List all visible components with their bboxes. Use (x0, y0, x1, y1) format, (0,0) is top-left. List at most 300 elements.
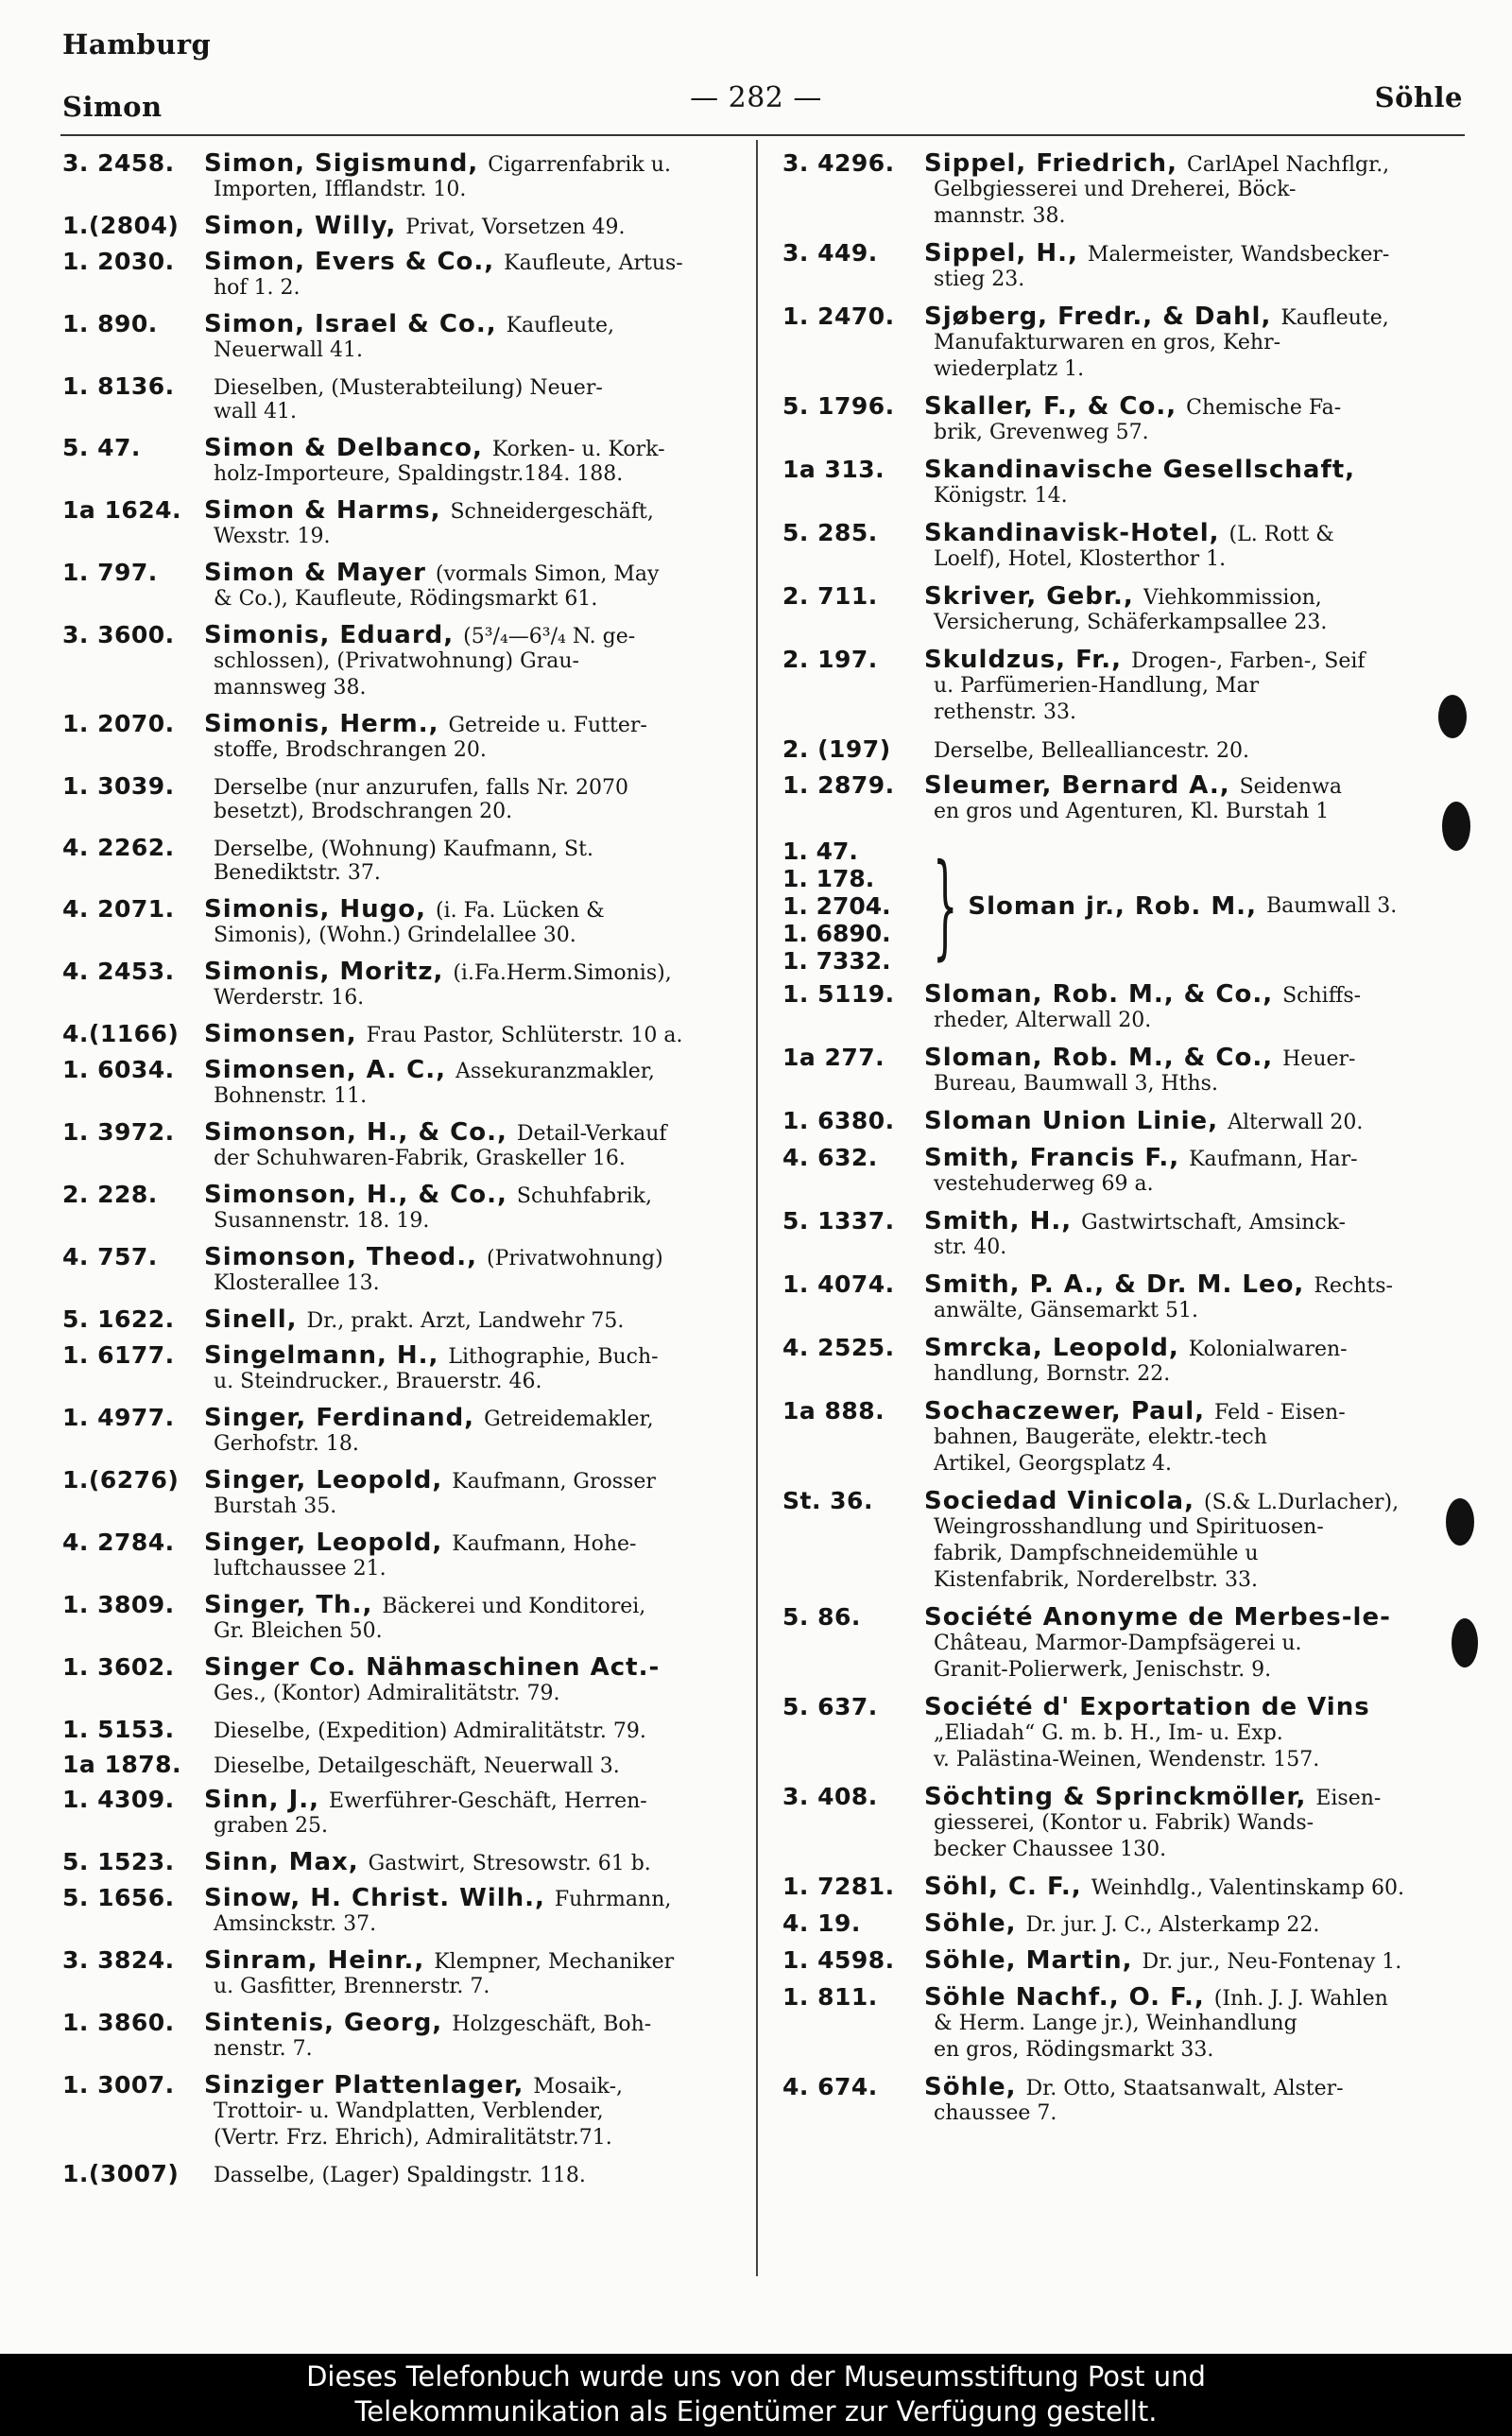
entry-description: Schuhfabrik, (516, 1184, 652, 1208)
entry-continuation: anwälte, Gänsemarkt 51. (934, 1299, 1198, 1322)
entry-continuation: Benediktstr. 37. (214, 861, 381, 885)
ink-blot (1438, 695, 1467, 738)
entry-name: Simonson, Theod., (204, 1243, 477, 1271)
entry-description: Kaufleute, (1280, 306, 1389, 330)
entry-continuation: Manufakturwaren en gros, Kehr- (934, 331, 1281, 354)
entry-continuation: handlung, Bornstr. 22. (934, 1362, 1171, 1386)
curly-brace-icon: } (932, 839, 958, 972)
entry-name: Simonsen, A. C., (204, 1056, 447, 1084)
entry-phone-code: 1. 4977. (62, 1404, 175, 1431)
entry-description: (Inh. J. J. Wahlen (1213, 1987, 1388, 2011)
entry-name: Singer Co. Nähmaschinen Act.- (204, 1653, 661, 1682)
header-range-start: Simon (62, 91, 163, 123)
entry-name: Söhle, Martin, (924, 1946, 1133, 1975)
entry-description: (5³/₄—6³/₄ N. ge- (463, 625, 636, 648)
entry-phone-code: 1. 3602. (62, 1653, 175, 1681)
entry-phone-code: 4. 2262. (62, 834, 175, 861)
directory-entry (782, 646, 1465, 727)
entry-phone-code: 1. 3809. (62, 1591, 175, 1618)
entry-name: Simon & Delbanco, (204, 434, 483, 462)
entry-continuation: „Eliadah“ G. m. b. H., Im- u. Exp. (934, 1721, 1283, 1745)
entry-phone-code: 1. 2070. (62, 710, 175, 737)
entry-name: Skuldzus, Fr., (924, 646, 1123, 674)
entry-name: Smith, P. A., & Dr. M. Leo, (924, 1270, 1305, 1299)
entry-description: Dr. jur., Neu-Fontenay 1. (1142, 1950, 1402, 1974)
entry-name: Sloman, Rob. M., & Co., (924, 1044, 1274, 1072)
entry-name: Singer, Th., (204, 1591, 373, 1619)
entry-continuation: besetzt), Brodschrangen 20. (214, 800, 513, 823)
entry-phone-code: 1.(6276) (62, 1466, 180, 1494)
entry-phone-code: 1. 4598. (782, 1946, 895, 1974)
entry-continuation: Bureau, Baumwall 3, Hths. (934, 1072, 1218, 1096)
entry-description: Dasselbe, (Lager) Spaldingstr. 118. (214, 2164, 586, 2187)
entry-description: Fuhrmann, (554, 1888, 672, 1911)
entry-name: Simonis, Herm., (204, 710, 439, 738)
entry-name: Sinziger Plattenlager, (204, 2071, 524, 2099)
header-city: Hamburg (62, 28, 212, 60)
entry-continuation: Bohnenstr. 11. (214, 1084, 368, 1108)
entry-phone-code: 4. 757. (62, 1243, 158, 1270)
entry-description: Kaufleute, Artus- (504, 251, 683, 275)
entry-continuation: Gelbgiesserei und Dreherei, Böck- (934, 178, 1297, 201)
entry-phone-code: 1. 2879. (782, 771, 895, 799)
entry-continuation: rheder, Alterwall 20. (934, 1009, 1152, 1032)
entry-name: Simon, Willy, (204, 212, 397, 240)
entry-phone-code: 4. 2525. (782, 1334, 895, 1361)
entry-description: Schiffs- (1282, 984, 1362, 1008)
entry-name: Société d' Exportation de Vins (924, 1693, 1370, 1721)
entry-phone-code: 5. 637. (782, 1693, 878, 1720)
entry-phone-code: 1a 1878. (62, 1751, 182, 1778)
directory-entry (62, 149, 764, 204)
entry-description: Kaufmann, Grosser (452, 1470, 656, 1494)
entry-name: Söhle, (924, 1909, 1017, 1938)
entry-phone-code: 1. 3860. (62, 2009, 175, 2036)
entry-phone-code: 3. 408. (782, 1783, 878, 1810)
entry-continuation: stieg 23. (934, 268, 1025, 291)
directory-entry (62, 434, 764, 489)
brace-code: 1. 178. (782, 865, 875, 892)
entry-name: Sinow, H. Christ. Wilh., (204, 1884, 545, 1912)
page-number: — 282 — (690, 81, 822, 114)
entry-description: Derselbe, Bellealliancestr. 20. (934, 739, 1249, 763)
entry-continuation: Artikel, Georgsplatz 4. (934, 1452, 1173, 1476)
directory-entry (62, 1020, 764, 1048)
entry-phone-code: 1. 6380. (782, 1107, 895, 1134)
entry-phone-code: 1. 5119. (782, 980, 895, 1008)
directory-entry (782, 1983, 1465, 2065)
entry-phone-code: 4. 2784. (62, 1529, 175, 1556)
entry-description: Kaufmann, Har- (1189, 1148, 1358, 1171)
entry-continuation: Granit-Polierwerk, Jenischstr. 9. (934, 1658, 1272, 1682)
entry-phone-code: 1. 811. (782, 1983, 878, 2011)
entry-description: (Privatwohnung) (486, 1247, 663, 1270)
entry-phone-code: 1. 4309. (62, 1786, 175, 1813)
entry-continuation: fabrik, Dampfschneidemühle u (934, 1542, 1259, 1565)
entry-continuation: becker Chaussee 130. (934, 1838, 1167, 1861)
right-column-lower (782, 980, 1465, 2128)
entry-phone-code: 1. 797. (62, 559, 158, 586)
directory-entry (62, 1243, 764, 1298)
entry-description: Klempner, Mechaniker (434, 1950, 675, 1974)
entry-phone-code: 4. 674. (782, 2073, 878, 2100)
entry-continuation: u. Parfümerien-Handlung, Mar (934, 674, 1260, 698)
entry-name: Skandinavische Gesellschaft, (924, 456, 1356, 484)
entry-description: Assekuranzmakler, (455, 1060, 655, 1083)
entry-description: (i. Fa. Lücken & (436, 899, 605, 923)
entry-phone-code: 1. 7281. (782, 1873, 895, 1900)
entry-phone-code: 1. 2470. (782, 302, 895, 330)
entry-description: Holzgeschäft, Boh- (452, 2013, 652, 2036)
entry-description: Bäckerei und Konditorei, (382, 1595, 646, 1618)
directory-entry (62, 2009, 764, 2064)
footer-line-2: Telekommunikation als Eigentümer zur Verfügung gestellt. (354, 2395, 1158, 2427)
entry-phone-code: 1. 4074. (782, 1270, 895, 1298)
directory-entry (782, 149, 1465, 231)
entry-name: Sloman Union Linie, (924, 1107, 1219, 1135)
entry-continuation: rethenstr. 33. (934, 700, 1076, 724)
directory-entry (782, 1107, 1465, 1135)
left-column (62, 149, 764, 2195)
entry-continuation: Amsinckstr. 37. (214, 1912, 377, 1936)
entry-continuation: brik, Grevenweg 57. (934, 421, 1149, 444)
entry-continuation: Importen, Ifflandstr. 10. (214, 178, 467, 201)
entry-name: Sjøberg, Fredr., & Dahl, (924, 302, 1272, 331)
entry-continuation: giesserei, (Kontor u. Fabrik) Wands- (934, 1811, 1314, 1835)
entry-continuation: Wexstr. 19. (214, 525, 331, 548)
entry-continuation: & Herm. Lange jr.), Weinhandlung (934, 2012, 1297, 2035)
entry-name: Simonis, Moritz, (204, 958, 444, 986)
directory-entry (782, 1946, 1465, 1975)
entry-continuation: nenstr. 7. (214, 2037, 313, 2061)
entry-continuation: der Schuhwaren-Fabrik, Graskeller 16. (214, 1147, 626, 1170)
directory-entry (62, 496, 764, 551)
entry-continuation: bahnen, Baugeräte, elektr.-tech (934, 1425, 1267, 1449)
entry-description: Dr., prakt. Arzt, Landwehr 75. (306, 1309, 625, 1333)
entry-phone-code: 1. 3039. (62, 772, 175, 800)
directory-entry (782, 1603, 1465, 1684)
footer-line-1: Dieses Telefonbuch wurde uns von der Museumsstiftung Post und (306, 2360, 1206, 2393)
entry-name: Simon & Mayer (204, 559, 426, 587)
entry-continuation: en gros und Agenturen, Kl. Burstah 1 (934, 800, 1330, 823)
entry-description: Weinhdlg., Valentinskamp 60. (1091, 1876, 1404, 1900)
entry-phone-code: 1.(3007) (62, 2160, 180, 2187)
ink-blot (1446, 1498, 1474, 1546)
ink-blot (1452, 1618, 1478, 1667)
entry-description: Seidenwa (1239, 775, 1342, 799)
entry-description: Drogen-, Farben-, Seif (1131, 649, 1366, 673)
entry-phone-code: 5. 86. (782, 1603, 861, 1631)
entry-continuation: & Co.), Kaufleute, Rödingsmarkt 61. (214, 587, 598, 611)
entry-description: Cigarrenfabrik u. (488, 153, 671, 177)
entry-continuation: Simonis), (Wohn.) Grindelallee 30. (214, 924, 576, 947)
entry-continuation: Burstah 35. (214, 1494, 337, 1518)
directory-entry (62, 1751, 764, 1778)
entry-phone-code: 3. 3600. (62, 621, 175, 648)
entry-description: Dieselben, (Musterabteilung) Neuer- (214, 376, 603, 400)
entry-continuation: wiederplatz 1. (934, 357, 1085, 381)
entry-name: Sippel, Friedrich, (924, 149, 1177, 178)
entry-name: Sloman, Rob. M., & Co., (924, 980, 1274, 1009)
entry-continuation: Château, Marmor-Dampfsägerei u. (934, 1632, 1302, 1655)
entry-phone-code: 1. 5153. (62, 1716, 175, 1743)
entry-continuation: Ges., (Kontor) Admiralitätstr. 79. (214, 1682, 560, 1705)
entry-phone-code: 3. 2458. (62, 149, 175, 177)
right-column-upper (782, 149, 1465, 826)
entry-name: Sociedad Vinicola, (924, 1487, 1194, 1515)
entry-continuation: (Vertr. Frz. Ehrich), Admiralitätstr.71. (214, 2126, 612, 2150)
directory-entry (62, 372, 764, 426)
entry-phone-code: 1.(2804) (62, 212, 180, 239)
entry-name: Smrcka, Leopold, (924, 1334, 1179, 1362)
directory-entry (62, 1404, 764, 1459)
header-range-end: Söhle (1374, 81, 1463, 113)
entry-name: Singelmann, H., (204, 1341, 439, 1370)
entry-name: Singer, Leopold, (204, 1529, 443, 1557)
directory-entry (782, 392, 1465, 447)
entry-continuation: luftchaussee 21. (214, 1557, 387, 1581)
directory-entry (782, 1270, 1465, 1325)
directory-entry (782, 302, 1465, 384)
entry-name: Sinn, Max, (204, 1848, 359, 1876)
entry-phone-code: 5. 1622. (62, 1305, 175, 1333)
directory-entry (62, 1118, 764, 1173)
entry-phone-code: 1a 1624. (62, 496, 182, 524)
entry-description: Schneidergeschäft, (450, 500, 654, 524)
entry-description: Alterwall 20. (1228, 1111, 1364, 1134)
entry-continuation: u. Gasfitter, Brennerstr. 7. (214, 1975, 490, 1998)
entry-phone-code: 5. 1796. (782, 392, 895, 420)
entry-description: Dr. jur. J. C., Alsterkamp 22. (1025, 1913, 1320, 1937)
entry-description: Chemische Fa- (1186, 396, 1342, 420)
entry-phone-code: 1. 6177. (62, 1341, 175, 1369)
directory-entry (62, 1786, 764, 1840)
entry-name: Smith, Francis F., (924, 1144, 1180, 1172)
directory-entry (782, 1693, 1465, 1774)
entry-description: (i.Fa.Herm.Simonis), (453, 961, 672, 985)
entry-name: Simonsen, (204, 1020, 357, 1048)
entry-phone-code: 1a 277. (782, 1044, 885, 1071)
entry-description: CarlApel Nachflgr., (1186, 153, 1390, 177)
entry-continuation: Neuerwall 41. (214, 338, 363, 362)
entry-phone-code: 2. 197. (782, 646, 878, 673)
entry-continuation: Weingrosshandlung und Spirituosen- (934, 1515, 1324, 1539)
entry-continuation: v. Palästina-Weinen, Wendenstr. 157. (934, 1748, 1320, 1771)
directory-entry (62, 1529, 764, 1583)
entry-name: Sintenis, Georg, (204, 2009, 443, 2037)
entry-phone-code: 5. 1337. (782, 1207, 895, 1235)
brace-code: 1. 6890. (782, 920, 891, 947)
directory-entry (62, 834, 764, 888)
entry-phone-code: 1. 3007. (62, 2071, 175, 2099)
entry-description: (vormals Simon, May (435, 562, 660, 586)
entry-continuation: schlossen), (Privatwohnung) Grau- (214, 649, 579, 673)
entry-phone-code: 1. 890. (62, 310, 158, 337)
entry-name: Simonson, H., & Co., (204, 1181, 507, 1209)
directory-entry (782, 1144, 1465, 1199)
directory-entry (62, 1653, 764, 1708)
right-column (782, 149, 1465, 2136)
entry-phone-code: 2. 711. (782, 582, 878, 610)
entry-continuation: Loelf), Hotel, Klosterthor 1. (934, 547, 1227, 571)
entry-continuation: Kistenfabrik, Norderelbstr. 33. (934, 1568, 1258, 1592)
entry-description: Detail-Verkauf (516, 1122, 667, 1146)
entry-description: Dieselbe, (Expedition) Admiralitätstr. 79. (214, 1719, 646, 1743)
entry-phone-code: 1a 888. (782, 1397, 885, 1425)
entry-phone-code: 3. 449. (782, 239, 878, 267)
entry-continuation: holz-Importeure, Spaldingstr.184. 188. (214, 462, 624, 486)
entry-name: Simonis, Hugo, (204, 895, 427, 924)
entry-description: (S.& L.Durlacher), (1203, 1491, 1400, 1514)
entry-name: Singer, Leopold, (204, 1466, 443, 1494)
directory-entry (62, 212, 764, 240)
directory-entry (782, 1487, 1465, 1595)
entry-description: Dr. Otto, Staatsanwalt, Alster- (1025, 2077, 1344, 2100)
brace-entry-group (782, 838, 1465, 975)
entry-description: Frau Pastor, Schlüterstr. 10 a. (366, 1024, 683, 1047)
entry-description: Viehkommission, (1143, 586, 1322, 610)
directory-entry (62, 1716, 764, 1743)
entry-continuation: Gr. Bleichen 50. (214, 1619, 383, 1643)
directory-entry (62, 1946, 764, 2001)
entry-name: Söhle Nachf., O. F., (924, 1983, 1205, 2012)
directory-entry (62, 1884, 764, 1939)
entry-name: Sinram, Heinr., (204, 1946, 425, 1975)
entry-continuation: Gerhofstr. 18. (214, 1432, 359, 1456)
entry-description: Mosaik-, (533, 2075, 623, 2099)
entry-description: Ewerführer-Geschäft, Herren- (329, 1789, 647, 1813)
directory-entry (62, 1181, 764, 1235)
entry-phone-code: 5. 285. (782, 519, 878, 546)
directory-entry (62, 2071, 764, 2152)
entry-continuation: chaussee 7. (934, 2101, 1057, 2125)
entry-continuation: Versicherung, Schäferkampsallee 23. (934, 611, 1328, 634)
brace-codes (782, 838, 924, 975)
entry-name: Simon, Sigismund, (204, 149, 479, 178)
entry-phone-code: 1. 2030. (62, 248, 175, 275)
directory-entry (782, 239, 1465, 294)
entry-phone-code: 2. (197) (782, 735, 891, 763)
entry-description: Gastwirtschaft, Amsinck- (1081, 1211, 1346, 1235)
entry-name: Söhl, C. F., (924, 1873, 1082, 1901)
entry-description: Kaufleute, (506, 314, 615, 337)
directory-entry (782, 2073, 1465, 2128)
entry-name: Sochaczewer, Paul, (924, 1397, 1206, 1425)
entry-description: Kaufmann, Hohe- (452, 1532, 637, 1556)
entry-description: Derselbe, (Wohnung) Kaufmann, St. (214, 838, 593, 861)
entry-continuation: str. 40. (934, 1235, 1007, 1259)
directory-entry (782, 771, 1465, 826)
entry-description: Malermeister, Wandsbecker- (1087, 243, 1390, 267)
directory-entry (782, 1909, 1465, 1938)
entry-description: Korken- u. Kork- (491, 438, 665, 461)
entry-phone-code: 4. 2453. (62, 958, 175, 985)
entry-name: Simonis, Eduard, (204, 621, 455, 649)
entry-description: Getreide u. Futter- (448, 714, 647, 737)
directory-entry (62, 1848, 764, 1876)
directory-entry (62, 895, 764, 950)
entry-phone-code: 5. 1523. (62, 1848, 175, 1875)
ink-blot (1442, 802, 1470, 851)
entry-continuation: en gros, Rödingsmarkt 33. (934, 2038, 1214, 2062)
directory-entry (782, 456, 1465, 510)
entry-description: Gastwirt, Stresowstr. 61 b. (368, 1852, 651, 1875)
directory-entry (62, 710, 764, 765)
entry-name: Sinell, (204, 1305, 298, 1334)
directory-entry (782, 582, 1465, 637)
entry-phone-code: 3. 3824. (62, 1946, 175, 1974)
entry-phone-code: 4. 2071. (62, 895, 175, 923)
entry-phone-code: 3. 4296. (782, 149, 895, 177)
directory-entry (62, 1305, 764, 1334)
entry-name: Söhle, (924, 2073, 1017, 2101)
entry-continuation: mannsweg 38. (214, 676, 367, 700)
entry-description: Feld - Eisen- (1214, 1401, 1346, 1425)
directory-entry (62, 958, 764, 1012)
directory-entry (62, 1591, 764, 1646)
entry-continuation: wall 41. (214, 400, 297, 423)
entry-description: Rechts- (1314, 1274, 1393, 1298)
entry-description: Heuer- (1282, 1047, 1356, 1071)
entry-name: Simon, Evers & Co., (204, 248, 495, 276)
entry-name: Sleumer, Bernard A., (924, 771, 1230, 800)
directory-entry (782, 1783, 1465, 1864)
entry-phone-code: 5. 1656. (62, 1884, 175, 1911)
entry-continuation: u. Steindrucker., Brauerstr. 46. (214, 1370, 542, 1393)
directory-entry (782, 1207, 1465, 1262)
brace-code: 1. 7332. (782, 947, 891, 975)
entry-description: Lithographie, Buch- (448, 1345, 659, 1369)
directory-entry (782, 1044, 1465, 1098)
entry-continuation: mannstr. 38. (934, 204, 1066, 228)
entry-phone-code: 1. 8136. (62, 372, 175, 400)
entry-name: Simonson, H., & Co., (204, 1118, 507, 1147)
entry-continuation: Trottoir- u. Wandplatten, Verblender, (214, 2099, 604, 2123)
directory-entry (62, 621, 764, 702)
entry-continuation: graben 25. (214, 1814, 328, 1838)
entry-name: Skandinavisk-Hotel, (924, 519, 1220, 547)
entry-continuation: Susannenstr. 18. 19. (214, 1209, 430, 1233)
directory-entry (62, 1056, 764, 1111)
directory-entry (62, 559, 764, 613)
entry-description: Baumwall 3. (1265, 894, 1398, 918)
entry-description: Privat, Vorsetzen 49. (405, 216, 626, 239)
entry-phone-code: 1. 6034. (62, 1056, 175, 1083)
footer-notice (0, 2354, 1512, 2436)
entry-continuation: stoffe, Brodschrangen 20. (214, 738, 487, 762)
entry-description: Kolonialwaren- (1188, 1338, 1348, 1361)
entry-phone-code: 4. 19. (782, 1909, 861, 1937)
directory-entry (782, 519, 1465, 574)
brace-code: 1. 47. (782, 838, 858, 865)
entry-phone-code: St. 36. (782, 1487, 873, 1514)
entry-phone-code: 2. 228. (62, 1181, 158, 1208)
directory-entry (62, 310, 764, 365)
directory-entry (782, 980, 1465, 1035)
entry-phone-code: 1a 313. (782, 456, 885, 483)
directory-entry (782, 1873, 1465, 1901)
entry-description: Dieselbe, Detailgeschäft, Neuerwall 3. (214, 1754, 620, 1778)
entry-description: (L. Rott & (1228, 523, 1334, 546)
entry-name: Smith, H., (924, 1207, 1073, 1235)
directory-entry (782, 735, 1465, 763)
directory-entry (782, 1334, 1465, 1389)
directory-entry (62, 248, 764, 302)
entry-name: Sippel, H., (924, 239, 1078, 268)
entry-name: Société Anonyme de Merbes-le- (924, 1603, 1391, 1632)
entry-description: Derselbe (nur anzurufen, falls Nr. 2070 (214, 776, 629, 800)
entry-phone-code: 4. 632. (782, 1144, 878, 1171)
